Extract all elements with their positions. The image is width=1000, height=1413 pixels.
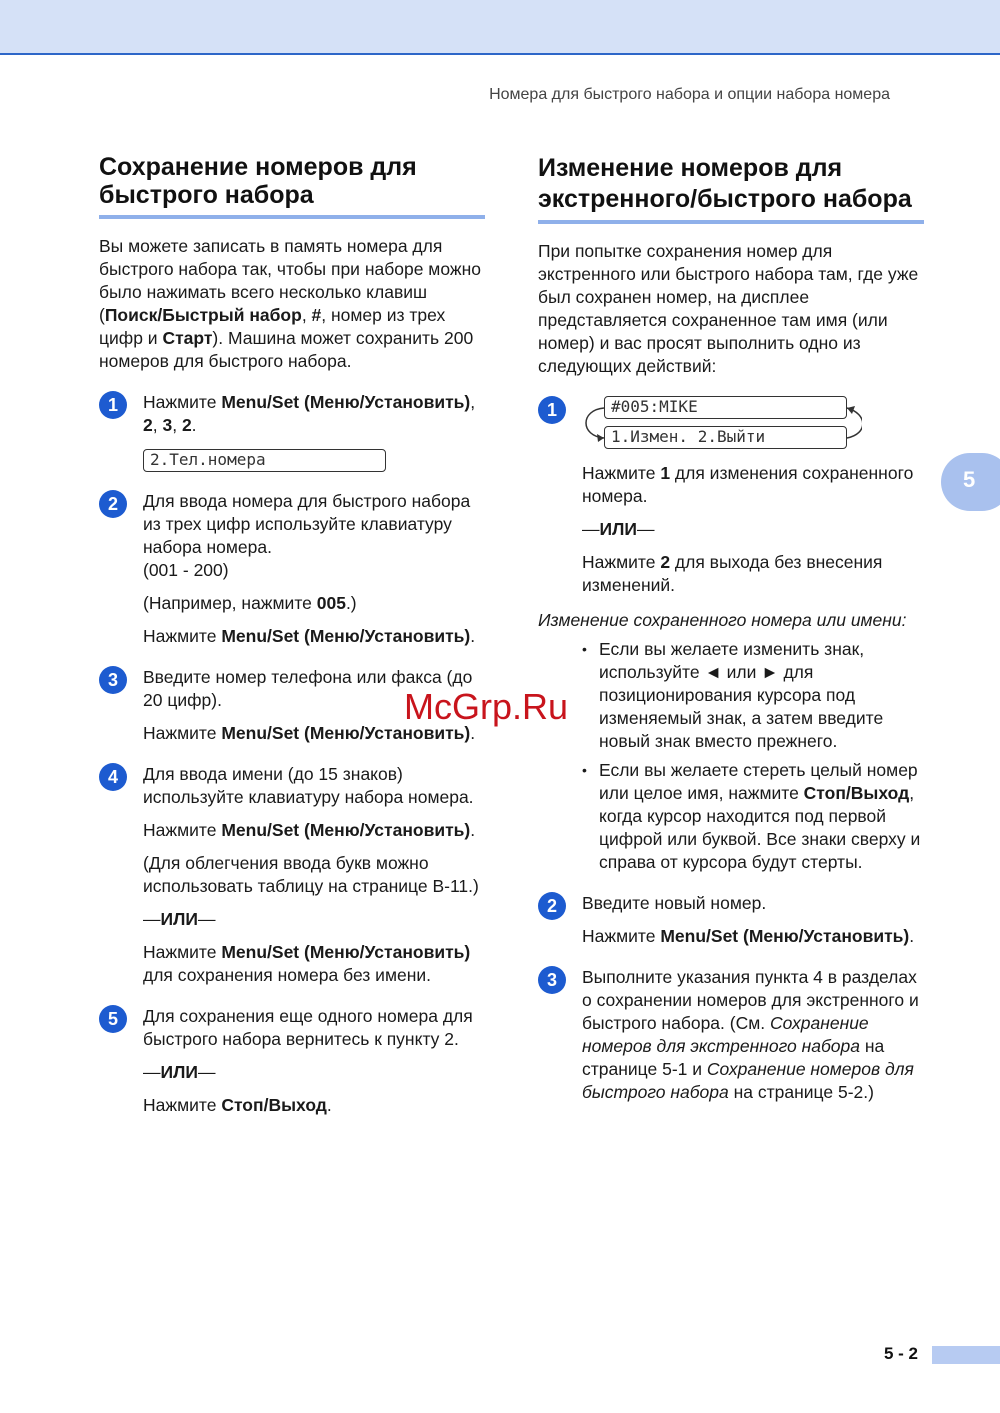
watermark: McGrp.Ru [404, 686, 569, 727]
step-text: Для ввода номера для быстрого набора из трех цифр используйте клавиатуру набора номера. [143, 491, 471, 557]
step-alt-action: Нажмите Menu/Set (Меню/Установить) для сохранения номера без имени. [143, 942, 471, 985]
step-alt-action: Нажмите Стоп/Выход. [143, 1095, 332, 1115]
step-text: Введите новый номер. [582, 893, 767, 913]
step-action: Нажмите Menu/Set (Меню/Установить). [143, 820, 476, 840]
or-separator: —ИЛИ— [582, 519, 655, 539]
list-item: • Если вы желаете изменить знак, используйте ◄ или ► для позиционирования курсора под изменяемый знак, а затем введите новый знак вместо прежнего. [582, 638, 924, 753]
step-number-badge: 4 [99, 763, 127, 791]
right-column [538, 153, 924, 1104]
intro-paragraph: Вы можете записать в память номера для быстрого набора так, чтобы при наборе можно было нажимать всего несколько клавиш (Поиск/Быстрый набор, #, номер из трех цифр и Старт). Машина может сохранить 200 номеров для быстрого набора. [99, 236, 481, 371]
step-alt-action: Нажмите 2 для выхода без внесения изменений. [582, 552, 883, 595]
step-number-badge: 1 [538, 396, 566, 424]
lcd-display: 2.Тел.номера [143, 449, 386, 472]
step-number-badge: 3 [538, 966, 566, 994]
step-4 [99, 763, 485, 987]
step-action: Нажмите Menu/Set (Меню/Установить). [143, 723, 476, 743]
step-1 [99, 391, 485, 472]
italic-subheading: Изменение сохраненного номера или имени: [538, 610, 907, 630]
cross-reference-link[interactable]: Сохранение номеров для быстрого набора [582, 1059, 914, 1102]
list-item: • Если вы желаете стереть целый номер или целое имя, нажмите Стоп/Выход, когда курсор находится под первой цифрой или буквой. Все знаки сверху и справа от курсора будут стерты. [582, 759, 924, 874]
step-2 [99, 490, 485, 648]
step-text: Введите номер телефона или факса (до 20 цифр). [143, 667, 473, 710]
step-number-badge: 5 [99, 1005, 127, 1033]
step-text: Для сохранения еще одного номера для быстрого набора вернитесь к пункту 2. [143, 1006, 473, 1049]
or-separator: —ИЛИ— [143, 909, 216, 929]
step-number-badge: 3 [99, 666, 127, 694]
step-3 [538, 966, 924, 1104]
cross-reference-link[interactable]: Сохранение номеров для экстренного набора [582, 1013, 869, 1056]
step-range: (001 - 200) [143, 560, 229, 580]
step-action: Нажмите 1 для изменения сохраненного номера. [582, 463, 914, 506]
intro-paragraph: При попытке сохранения номер для экстренного или быстрого набора там, где уже был сохранен номер, на дисплее представляется сохраненное там имя (или номер) и вас просят выполнить одно из следующих действий: [538, 241, 919, 376]
step-action: Нажмите Menu/Set (Меню/Установить). [582, 926, 915, 946]
right-arrow-icon: ► [761, 662, 779, 682]
running-header: Номера для быстрого набора и опции набора номера [489, 86, 890, 103]
or-separator: —ИЛИ— [143, 1062, 216, 1082]
step-number-badge: 2 [99, 490, 127, 518]
page-number: 5 - 2 [884, 1344, 919, 1363]
section-title-change-numbers: Изменение номеров для экстренного/быстрого набора [538, 153, 924, 224]
step-5 [99, 1005, 485, 1117]
step-body [538, 462, 924, 597]
step-number-badge: 2 [538, 892, 566, 920]
page-footer-bar [932, 1346, 1000, 1364]
lcd-line-1: #005:MIKE [604, 396, 847, 419]
chapter-tab [941, 453, 1000, 511]
step-1 [538, 396, 924, 597]
left-column [99, 153, 485, 1117]
step-text: Выполните указания пункта 4 в разделах о сохранении номеров для экстренного и быстрого набора. (См. Сохранение номеров для экстренного набора на странице 5-1 и Сохранение номеров для быстрого набора на странице 5-2.) [582, 967, 919, 1102]
step-number-badge: 1 [99, 391, 127, 419]
top-color-band [0, 0, 1000, 55]
lcd-line-2: 1.Измен. 2.Выйти [604, 426, 847, 449]
lcd-display-two-line [562, 396, 924, 452]
step-action: Нажмите Menu/Set (Меню/Установить). [143, 626, 476, 646]
chapter-number: 5 [963, 467, 976, 492]
step-note: (Для облегчения ввода букв можно использовать таблицу на странице B-11.) [143, 853, 479, 896]
left-arrow-icon: ◄ [704, 662, 722, 682]
section-title-speed-dial: Сохранение номеров для быстрого набора [99, 153, 485, 219]
bullet-list [582, 638, 924, 874]
step-text: Нажмите Menu/Set (Меню/Установить), 2, 3, 2. [143, 392, 476, 435]
step-example: (Например, нажмите 005.) [143, 593, 357, 613]
step-2 [538, 892, 924, 948]
step-text: Для ввода имени (до 15 знаков) используйте клавиатуру набора номера. [143, 764, 474, 807]
